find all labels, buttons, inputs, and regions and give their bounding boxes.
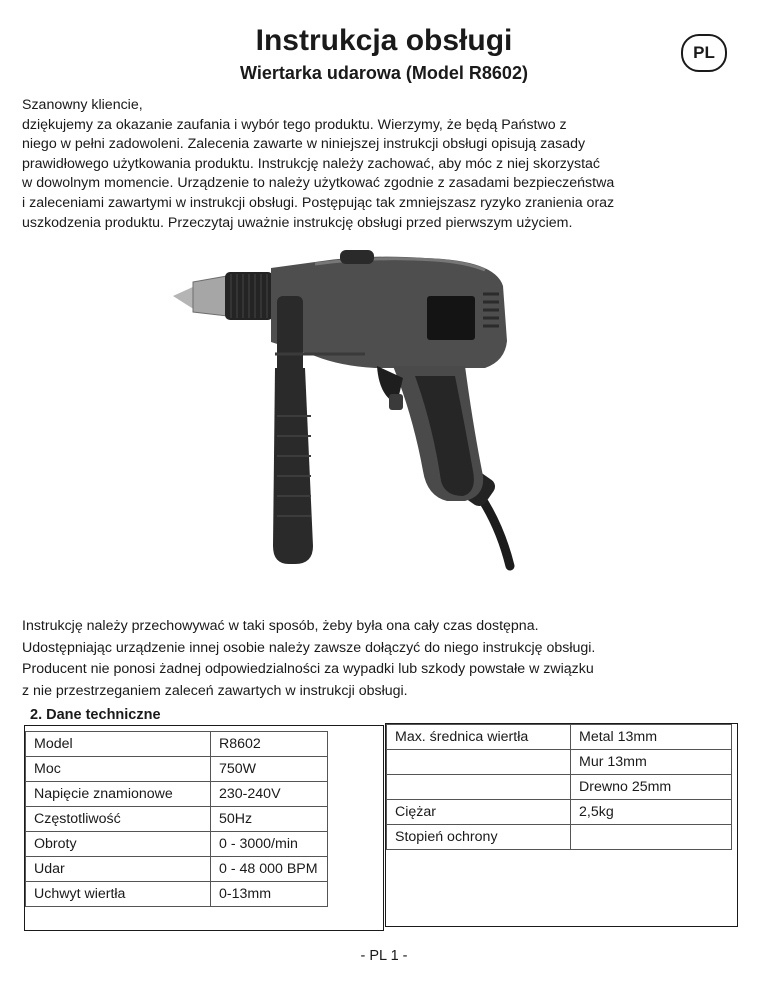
intro-line: Szanowny kliencie, <box>22 97 143 113</box>
storage-notice-text <box>22 616 752 702</box>
spec-value: Mur 13mm <box>571 750 732 775</box>
spec-label: Obroty <box>26 832 211 857</box>
speed-dial <box>389 394 403 410</box>
spec-label <box>387 750 571 775</box>
outro-line: Producent nie ponosi żadnej odpowiedzialności za wypadki lub szkody powstałe w związku <box>22 661 594 678</box>
side-handle <box>273 368 313 564</box>
page-subtitle: Wiertarka udarowa (Model R8602) <box>240 63 528 83</box>
spec-row <box>26 807 328 832</box>
spec-row <box>26 832 328 857</box>
spec-row <box>26 732 328 757</box>
spec-row <box>26 882 328 907</box>
spec-label: Stopień ochrony <box>387 825 571 850</box>
outro-line: Instrukcję należy przechowywać w taki sposób, żeby była ona cały czas dostępna. <box>22 618 539 634</box>
spec-row <box>26 857 328 882</box>
spec-value: 2,5kg <box>571 800 732 825</box>
spec-row <box>387 775 732 800</box>
label-panel <box>427 296 475 340</box>
intro-line: niego w pełni zadowoleni. Zalecenia zawarte w niniejszej instrukcji obsługi opisują zasady <box>22 136 586 153</box>
spec-table-right <box>385 723 738 927</box>
spec-label: Model <box>26 732 211 757</box>
spec-value <box>571 825 732 850</box>
page-number: - PL 1 - <box>360 948 408 964</box>
side-handle-clamp <box>277 296 303 374</box>
mode-switch <box>340 250 374 264</box>
spec-value: Metal 13mm <box>571 725 732 750</box>
spec-value: 0 - 48 000 BPM <box>211 857 328 882</box>
power-cord <box>480 496 510 566</box>
spec-label: Częstotliwość <box>26 807 211 832</box>
spec-label: Max. średnica wiertła <box>387 725 571 750</box>
spec-value: 750W <box>211 757 328 782</box>
spec-value: Drewno 25mm <box>571 775 732 800</box>
spec-label: Udar <box>26 857 211 882</box>
outro-line: z nie przestrzeganiem zaleceń zawartych w instrukcji obsługi. <box>22 682 408 699</box>
drill-bit-tip <box>173 286 195 310</box>
intro-text <box>22 96 752 233</box>
spec-label: Napięcie znamionowe <box>26 782 211 807</box>
outro-line: Udostępniając urządzenie innej osobie należy zawsze dołączyć do niego instrukcję obsługi. <box>22 639 596 656</box>
intro-line: dziękujemy za okazanie zaufania i wybór tego produktu. Wierzymy, że będą Państwo z <box>22 116 567 133</box>
spec-label <box>387 775 571 800</box>
spec-label: Uchwyt wiertła <box>26 882 211 907</box>
section-title-technical-data: 2. Dane techniczne <box>30 707 161 723</box>
language-badge: PL <box>681 34 727 72</box>
intro-line: uszkodzenia produktu. Przeczytaj uważnie instrukcję obsługi przed pierwszym użyciem. <box>22 214 573 231</box>
spec-value: R8602 <box>211 732 328 757</box>
intro-line: i zaleceniami zawartymi w instrukcji obsługi. Postępując tak zmniejszasz ryzyko zranienia oraz <box>22 194 615 211</box>
spec-row <box>387 800 732 825</box>
spec-value: 0-13mm <box>211 882 328 907</box>
spec-label: Moc <box>26 757 211 782</box>
spec-row <box>387 750 732 775</box>
spec-row <box>387 725 732 750</box>
spec-label: Ciężar <box>387 800 571 825</box>
spec-row <box>26 757 328 782</box>
spec-value: 0 - 3000/min <box>211 832 328 857</box>
intro-line: w dowolnym momencie. Urządzenie to należy użytkować zgodnie z zasadami bezpieczeństwa <box>22 175 615 192</box>
spec-value: 50Hz <box>211 807 328 832</box>
spec-table-left <box>24 725 384 931</box>
page-title: Instrukcja obsługi <box>255 24 513 57</box>
intro-line: prawidłowego użytkowania produktu. Instrukcję należy zachować, aby móc z niej skorzystać <box>22 155 601 172</box>
impact-drill-illustration <box>165 246 545 586</box>
spec-row <box>26 782 328 807</box>
spec-row <box>387 825 732 850</box>
spec-value: 230-240V <box>211 782 328 807</box>
drill-chuck <box>193 276 227 316</box>
